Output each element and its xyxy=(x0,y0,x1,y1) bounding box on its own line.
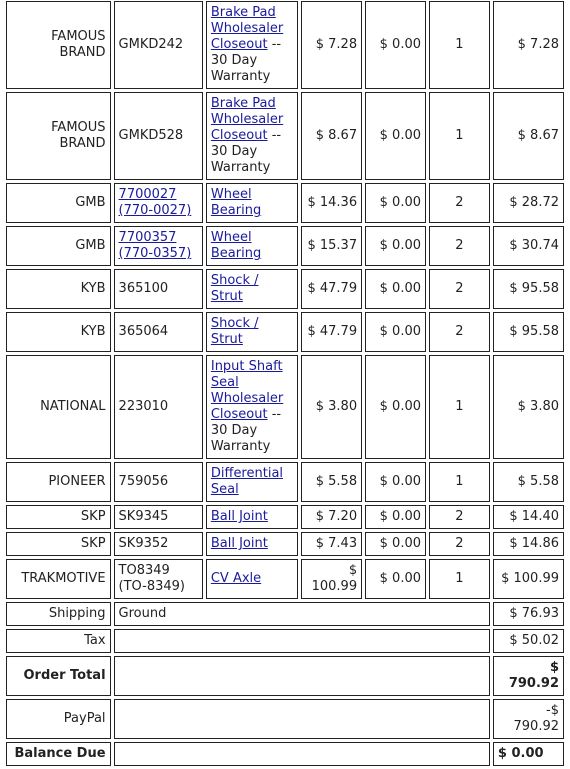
table-row xyxy=(6,312,564,352)
order-table xyxy=(3,0,567,769)
description-cell xyxy=(206,1,298,89)
paypal-label: PayPal xyxy=(6,699,111,739)
quantity-text: 1 xyxy=(455,37,464,52)
order-total-row xyxy=(6,656,564,696)
description-link[interactable]: Shock / Strut xyxy=(210,316,259,347)
core-cell xyxy=(365,462,426,502)
description-cell xyxy=(206,559,298,599)
core-text: $ 0.00 xyxy=(379,281,421,296)
description-cell xyxy=(206,312,298,352)
brand-text: GMB xyxy=(75,195,106,210)
brand-text: FAMOUS BRAND xyxy=(51,120,106,151)
price-text: $ 47.79 xyxy=(307,281,358,296)
quantity-cell xyxy=(429,92,490,180)
line-total-cell xyxy=(493,462,564,502)
part-cell xyxy=(114,505,203,529)
brand-text: PIONEER xyxy=(48,474,106,489)
line-total-text: $ 14.40 xyxy=(509,509,559,524)
price-text: $ 100.99 xyxy=(311,563,358,594)
price-cell xyxy=(301,226,362,266)
price-cell xyxy=(301,1,362,89)
core-cell xyxy=(365,505,426,529)
line-total-text: $ 3.80 xyxy=(517,399,559,414)
price-text: $ 3.80 xyxy=(315,399,358,414)
order-total-label: Order Total xyxy=(6,656,111,696)
quantity-cell xyxy=(429,505,490,529)
table-row xyxy=(6,462,564,502)
quantity-cell xyxy=(429,183,490,223)
description-note: -- 30 Day Warranty xyxy=(210,407,282,454)
description-cell xyxy=(206,183,298,223)
price-text: $ 7.28 xyxy=(315,37,358,52)
part-cell xyxy=(114,1,203,89)
price-cell xyxy=(301,269,362,309)
line-total-text: $ 95.58 xyxy=(509,281,559,296)
price-text: $ 8.67 xyxy=(315,128,358,143)
line-total-text: $ 95.58 xyxy=(509,324,559,339)
core-text: $ 0.00 xyxy=(379,324,421,339)
quantity-text: 1 xyxy=(455,474,464,489)
description-note: -- 30 Day Warranty xyxy=(210,128,282,175)
quantity-cell xyxy=(429,462,490,502)
core-cell xyxy=(365,559,426,599)
price-text: $ 15.37 xyxy=(307,238,358,253)
line-total-text: $ 14.86 xyxy=(509,536,559,551)
table-row xyxy=(6,355,564,459)
description-link[interactable]: Ball Joint xyxy=(210,509,268,524)
core-text: $ 0.00 xyxy=(379,399,421,414)
brand-text: TRAKMOTIVE xyxy=(21,571,106,586)
line-total-cell xyxy=(493,226,564,266)
quantity-cell xyxy=(429,226,490,266)
line-total-text: $ 8.67 xyxy=(517,128,559,143)
core-cell xyxy=(365,269,426,309)
table-row xyxy=(6,92,564,180)
part-cell xyxy=(114,183,203,223)
quantity-cell xyxy=(429,559,490,599)
quantity-cell xyxy=(429,355,490,459)
price-text: $ 5.58 xyxy=(315,474,358,489)
core-text: $ 0.00 xyxy=(379,195,421,210)
table-row xyxy=(6,269,564,309)
order-total-value: $ 790.92 xyxy=(493,656,564,696)
core-cell xyxy=(365,1,426,89)
description-cell xyxy=(206,226,298,266)
quantity-cell xyxy=(429,1,490,89)
line-total-cell xyxy=(493,505,564,529)
description-cell xyxy=(206,92,298,180)
balance-due-value: $ 0.00 xyxy=(493,742,564,766)
balance-due-label: Balance Due xyxy=(6,742,111,766)
core-cell xyxy=(365,355,426,459)
brand-cell xyxy=(6,92,111,180)
brand-text: SKP xyxy=(80,536,106,551)
part-number-link[interactable]: 7700357 (770-0357) xyxy=(118,230,192,261)
quantity-text: 1 xyxy=(455,571,464,586)
price-text: $ 47.79 xyxy=(307,324,358,339)
table-row xyxy=(6,505,564,529)
line-total-cell xyxy=(493,183,564,223)
part-number-text: 223010 xyxy=(118,399,169,414)
brand-cell xyxy=(6,312,111,352)
part-number-text: 759056 xyxy=(118,474,169,489)
line-total-cell xyxy=(493,92,564,180)
quantity-text: 2 xyxy=(455,238,464,253)
description-link[interactable]: Wheel Bearing xyxy=(210,187,262,218)
line-total-cell xyxy=(493,269,564,309)
line-total-text: $ 30.74 xyxy=(509,238,559,253)
line-total-text: $ 100.99 xyxy=(501,571,559,586)
core-text: $ 0.00 xyxy=(379,37,421,52)
price-cell xyxy=(301,312,362,352)
brand-cell xyxy=(6,355,111,459)
paypal-row xyxy=(6,699,564,739)
description-link[interactable]: Brake Pad Wholesaler Closeout xyxy=(210,96,284,143)
table-row xyxy=(6,226,564,266)
tax-label: Tax xyxy=(6,629,111,653)
shipping-row xyxy=(6,602,564,626)
part-cell xyxy=(114,355,203,459)
part-number-text: SK9352 xyxy=(118,536,169,551)
description-cell xyxy=(206,355,298,459)
line-total-cell xyxy=(493,532,564,556)
line-total-cell xyxy=(493,559,564,599)
paypal-value: -$ 790.92 xyxy=(493,699,564,739)
line-total-text: $ 7.28 xyxy=(517,37,559,52)
part-number-text: TO8349 (TO-8349) xyxy=(118,563,186,594)
brand-text: KYB xyxy=(80,281,106,296)
description-link[interactable]: CV Axle xyxy=(210,571,262,586)
table-row xyxy=(6,559,564,599)
part-cell xyxy=(114,462,203,502)
line-total-cell xyxy=(493,1,564,89)
core-text: $ 0.00 xyxy=(379,509,421,524)
part-number-text: SK9345 xyxy=(118,509,169,524)
description-cell xyxy=(206,505,298,529)
quantity-cell xyxy=(429,269,490,309)
brand-cell xyxy=(6,559,111,599)
shipping-method: Ground xyxy=(114,602,490,626)
quantity-text: 2 xyxy=(455,281,464,296)
price-cell xyxy=(301,532,362,556)
price-cell xyxy=(301,183,362,223)
brand-cell xyxy=(6,1,111,89)
brand-text: NATIONAL xyxy=(40,399,106,414)
core-text: $ 0.00 xyxy=(379,238,421,253)
quantity-text: 2 xyxy=(455,195,464,210)
line-total-cell xyxy=(493,355,564,459)
line-total-cell xyxy=(493,312,564,352)
part-number-link[interactable]: 7700027 (770-0027) xyxy=(118,187,192,218)
part-number-text: 365100 xyxy=(118,281,169,296)
description-cell xyxy=(206,532,298,556)
price-text: $ 7.20 xyxy=(315,509,358,524)
table-row xyxy=(6,532,564,556)
quantity-cell xyxy=(429,532,490,556)
description-link[interactable]: Input Shaft Seal Wholesaler Closeout xyxy=(210,359,284,422)
brand-cell xyxy=(6,505,111,529)
quantity-text: 2 xyxy=(455,536,464,551)
price-cell xyxy=(301,462,362,502)
part-cell xyxy=(114,532,203,556)
brand-text: KYB xyxy=(80,324,106,339)
core-cell xyxy=(365,183,426,223)
core-text: $ 0.00 xyxy=(379,474,421,489)
part-number-text: GMKD242 xyxy=(118,37,184,52)
table-row xyxy=(6,183,564,223)
part-cell xyxy=(114,226,203,266)
brand-cell xyxy=(6,183,111,223)
brand-cell xyxy=(6,226,111,266)
price-text: $ 14.36 xyxy=(307,195,358,210)
part-cell xyxy=(114,92,203,180)
brand-text: FAMOUS BRAND xyxy=(51,29,106,60)
description-link[interactable]: Brake Pad Wholesaler Closeout xyxy=(210,5,284,52)
part-cell xyxy=(114,312,203,352)
brand-cell xyxy=(6,462,111,502)
brand-text: GMB xyxy=(75,238,106,253)
quantity-text: 1 xyxy=(455,399,464,414)
price-cell xyxy=(301,505,362,529)
tax-empty xyxy=(114,629,490,653)
paypal-empty xyxy=(114,699,490,739)
core-text: $ 0.00 xyxy=(379,128,421,143)
price-text: $ 7.43 xyxy=(315,536,358,551)
tax-row xyxy=(6,629,564,653)
quantity-text: 1 xyxy=(455,128,464,143)
brand-text: SKP xyxy=(80,509,106,524)
part-cell xyxy=(114,559,203,599)
line-total-text: $ 28.72 xyxy=(509,195,559,210)
description-cell xyxy=(206,462,298,502)
core-cell xyxy=(365,532,426,556)
part-cell xyxy=(114,269,203,309)
quantity-text: 2 xyxy=(455,509,464,524)
description-link[interactable]: Shock / Strut xyxy=(210,273,259,304)
brand-cell xyxy=(6,532,111,556)
brand-cell xyxy=(6,269,111,309)
description-cell xyxy=(206,269,298,309)
core-text: $ 0.00 xyxy=(379,536,421,551)
price-cell xyxy=(301,559,362,599)
description-link[interactable]: Differential Seal xyxy=(210,466,284,497)
order-total-empty xyxy=(114,656,490,696)
description-link[interactable]: Wheel Bearing xyxy=(210,230,262,261)
core-cell xyxy=(365,226,426,266)
balance-due-empty xyxy=(114,742,490,766)
part-number-text: GMKD528 xyxy=(118,128,184,143)
shipping-label: Shipping xyxy=(6,602,111,626)
description-link[interactable]: Ball Joint xyxy=(210,536,268,551)
core-cell xyxy=(365,92,426,180)
quantity-text: 2 xyxy=(455,324,464,339)
tax-value: $ 50.02 xyxy=(493,629,564,653)
table-row xyxy=(6,1,564,89)
core-text: $ 0.00 xyxy=(379,571,421,586)
line-total-text: $ 5.58 xyxy=(517,474,559,489)
balance-due-row xyxy=(6,742,564,766)
price-cell xyxy=(301,92,362,180)
part-number-text: 365064 xyxy=(118,324,169,339)
price-cell xyxy=(301,355,362,459)
shipping-value: $ 76.93 xyxy=(493,602,564,626)
description-note: -- 30 Day Warranty xyxy=(210,37,282,84)
core-cell xyxy=(365,312,426,352)
quantity-cell xyxy=(429,312,490,352)
